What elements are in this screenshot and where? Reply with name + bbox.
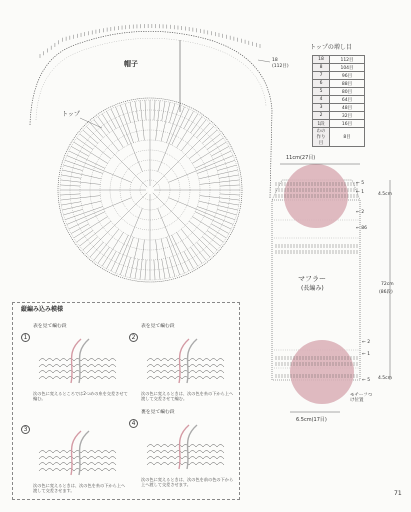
stitch-count: 8目 (330, 128, 365, 147)
stitch-count: 80目 (330, 88, 365, 96)
legend-box (12, 302, 240, 500)
step-caption: 次の色に変えるときは、次の色を糸の下から上へ渡して交差させて編む。 (141, 391, 234, 402)
row-number: 3 (313, 104, 330, 112)
hat-top-label: トップ (62, 111, 80, 118)
step-number: 2 (129, 333, 138, 342)
row-number: 6 (313, 80, 330, 88)
increase-table-row (313, 128, 365, 147)
muffler-row-label: ← 86 (356, 226, 367, 231)
step-number: 3 (21, 425, 30, 434)
increase-table-row (313, 112, 365, 120)
increase-table-row (313, 120, 365, 128)
row-marker: 18 (272, 58, 278, 63)
muffler-row-label: ← 5 (356, 181, 365, 186)
step-heading: 表を見て編む段 (33, 324, 67, 329)
muffler-height-mid-sub: (86段) (379, 290, 393, 295)
legend-title: 縦編み込み模様 (21, 306, 64, 313)
step-caption: 次の色に変えるときは、次の色を糸の下から上へ渡して交差させます。 (33, 483, 126, 494)
muffler-width-bottom: 6.5cm(17目) (296, 417, 327, 423)
motif-bottom (290, 340, 354, 404)
row-marker-sub: (112目) (272, 64, 289, 69)
step-caption: 次の色に変えるときは、次の色を前の色の下から上へ渡して交差させます。 (141, 477, 234, 488)
increase-table-row (313, 96, 365, 104)
muffler-note-bottom: モチーフつけ位置 (350, 393, 373, 404)
muffler-row-label: ← 2 (356, 210, 365, 215)
muffler-subtitle: (長編み) (301, 285, 324, 292)
step-heading: 表を見て編む段 (141, 324, 175, 329)
stitch-count: 96目 (330, 72, 365, 80)
muffler-row-label: ← 1 (362, 352, 371, 357)
increase-table (312, 55, 365, 147)
muffler-row-label: ← 5 (362, 378, 371, 383)
row-number: 4 (313, 96, 330, 104)
stitch-count: 48目 (330, 104, 365, 112)
stitch-count: 88目 (330, 80, 365, 88)
muffler-height-bottom: 4.5cm (378, 376, 393, 381)
stitch-count: 112目 (330, 56, 365, 64)
step-caption: 次の色に変えるところでは2つめの糸を交差させて編む。 (33, 391, 128, 402)
muffler-title: マフラー (298, 275, 326, 283)
hat-title: 帽子 (124, 60, 138, 68)
increase-table-row (313, 64, 365, 72)
page-number: 71 (394, 490, 402, 497)
row-number: 1段 (313, 120, 330, 128)
legend-illustrations (13, 303, 241, 501)
increase-table-row (313, 104, 365, 112)
stitch-count: 16目 (330, 120, 365, 128)
muffler-height-mid: 72cm (381, 282, 394, 287)
hat-dome-inner (36, 38, 266, 120)
muffler-height-top: 4.5cm (378, 192, 393, 197)
row-number: 5 (313, 88, 330, 96)
stitch-count: 32目 (330, 112, 365, 120)
increase-table-row (313, 80, 365, 88)
row-number: 2 (313, 112, 330, 120)
increase-table-title: トップの増し目 (310, 44, 352, 51)
hat-diagram (0, 0, 300, 300)
row-number: 18 (313, 56, 330, 64)
row-number: わの作り目 (313, 128, 330, 147)
increase-table-row (313, 72, 365, 80)
increase-table-row (313, 88, 365, 96)
step-number: 4 (129, 419, 138, 428)
row-number: 8 (313, 64, 330, 72)
muffler-row-label: ← 2 (362, 340, 371, 345)
stitch-count: 64目 (330, 96, 365, 104)
motif-top (284, 164, 348, 228)
muffler-row-label: ← 1 (356, 190, 365, 195)
step-heading: 裏を見て編む段 (141, 410, 175, 415)
step-number: 1 (21, 333, 30, 342)
muffler-width-top: 11cm(27目) (286, 155, 316, 161)
row-number: 7 (313, 72, 330, 80)
stitch-count: 104目 (330, 64, 365, 72)
increase-table-row (313, 56, 365, 64)
